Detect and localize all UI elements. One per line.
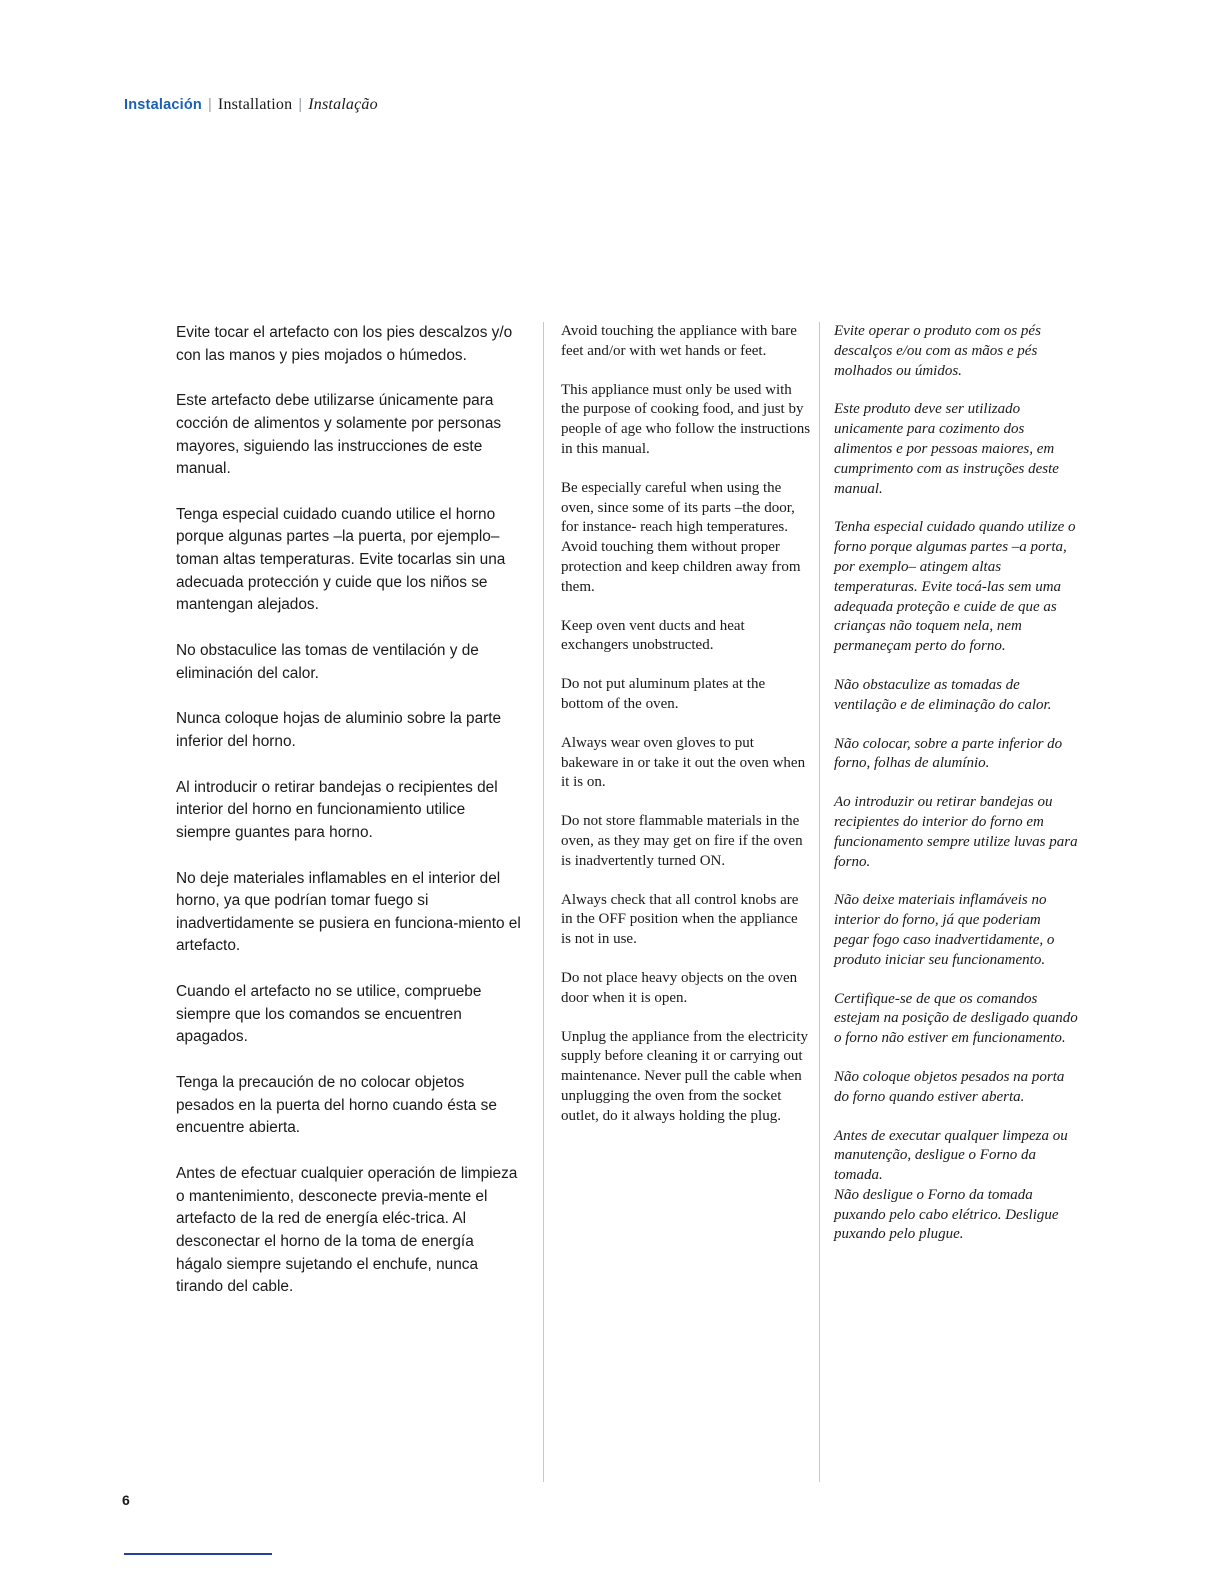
column-spanish <box>176 322 521 1322</box>
paragraph: Ao introduzir ou retirar bandejas ou recipientes do interior do forno em funcionamento sempre utilize luvas para forno. <box>834 794 1078 870</box>
paragraph: Do not put aluminum plates at the bottom of the oven. <box>561 676 766 712</box>
paragraph: Este produto deve ser utilizado unicamente para cozimento dos alimentos e por pessoas maiores, em cumprimento com as instruções deste manual. <box>834 401 1059 497</box>
paragraph: Evite operar o produto com os pés descalços e/ou com as mãos e pés molhados ou úmidos. <box>834 323 1041 379</box>
column-divider-1 <box>543 322 544 1482</box>
paragraph: Cuando el artefacto no se utilice, compruebe siempre que los comandos se encuentren apagados. <box>176 983 482 1046</box>
column-portuguese <box>834 322 1079 1264</box>
paragraph: Keep oven vent ducts and heat exchangers unobstructed. <box>561 617 745 654</box>
paragraph: Antes de efectuar cualquier operación de limpieza o mantenimiento, desconecte previa-mente el artefacto de la red de energía eléc-trica. Al desconectar el horno de la toma de energía hágalo siempre sujetando el enchufe, nunca tirando del cable. <box>176 1164 518 1296</box>
content-columns <box>176 322 1076 1482</box>
paragraph: Do not place heavy objects on the oven door when it is open. <box>561 969 798 1006</box>
paragraph: Always check that all control knobs are in the OFF position when the appliance is not in use. <box>561 891 799 948</box>
paragraph: Tenha especial cuidado quando utilize o forno porque algumas partes –a porta, por exemplo– atingem altas temperaturas. Evite tocá-las sem uma adequada proteção e cuide de que as crianças não toquem nela, nem permaneçam perto do forno. <box>834 519 1076 655</box>
paragraph: Não obstaculize as tomadas de ventilação e de eliminação do calor. <box>834 676 1052 713</box>
paragraph: Avoid touching the appliance with bare feet and/or with wet hands or feet. <box>561 323 797 359</box>
paragraph: Não deixe materiais inflamáveis no interior do forno, já que poderiam pegar fogo caso inadvertidamente, o produto iniciar seu funcionamento. <box>834 892 1055 968</box>
paragraph: Be especially careful when using the oven, since some of its parts –the door, for instance- reach high temperatures. Avoid touching them without proper protection and keep children away from them. <box>561 479 801 595</box>
paragraph: Nunca coloque hojas de aluminio sobre la parte inferior del horno. <box>176 710 502 750</box>
paragraph: Não coloque objetos pesados na porta do forno quando estiver aberta. <box>834 1068 1065 1105</box>
column-divider-2 <box>819 322 820 1482</box>
paragraph: Always wear oven gloves to put bakeware in or take it out the oven when it is on. <box>561 734 806 791</box>
paragraph: This appliance must only be used with the purpose of cooking food, and just by people of age who follow the instructions in this manual. <box>561 381 811 457</box>
paragraph: Do not store flammable materials in the oven, as they may get on fire if the oven is inadvertently turned ON. <box>561 813 803 869</box>
paragraph: No obstaculice las tomas de ventilación y de eliminación del calor. <box>176 642 479 682</box>
header-lang-english: Installation <box>217 96 293 113</box>
header-separator-2: | <box>298 97 303 113</box>
header-lang-spanish: Instalación <box>124 97 202 113</box>
header-separator-1: | <box>207 97 212 113</box>
paragraph: Tenga especial cuidado cuando utilice el horno porque algunas partes –la puerta, por ejemplo– toman altas temperaturas. Evite tocarlas sin una adecuada protección y cuide que los niños se mantengan alejados. <box>176 505 506 614</box>
paragraph: Al introducir o retirar bandejas o recipientes del interior del horno en funcionamiento utilice siempre guantes para horno. <box>176 778 498 841</box>
language-header <box>124 96 378 114</box>
page-number: 6 <box>122 1492 130 1508</box>
paragraph: No deje materiales inflamables en el interior del horno, ya que podrían tomar fuego si inadvertidamente se pusiera en funciona-miento el artefacto. <box>176 869 521 955</box>
paragraph: Tenga la precaución de no colocar objetos pesados en la puerta del horno cuando ésta se encuentre abierta. <box>176 1074 497 1137</box>
paragraph: Certifique-se de que os comandos estejam na posição de desligado quando o forno não estiver em funcionamento. <box>834 990 1078 1047</box>
paragraph: Não desligue o Forno da tomada puxando pelo cabo elétrico. Desligue puxando pelo plugue. <box>834 1186 1059 1243</box>
footer-rule <box>124 1553 272 1555</box>
paragraph: Unplug the appliance from the electricity supply before cleaning it or carrying out maintenance. Never pull the cable when unplugging the oven from the socket outlet, do it always holding the plug. <box>561 1028 808 1124</box>
header-lang-portuguese: Instalação <box>308 96 378 113</box>
column-english <box>561 322 811 1146</box>
paragraph: Este artefacto debe utilizarse únicamente para cocción de alimentos y solamente por personas mayores, siguiendo las instrucciones de este manual. <box>176 392 502 478</box>
paragraph: Não colocar, sobre a parte inferior do forno, folhas de alumínio. <box>834 735 1063 772</box>
paragraph: Evite tocar el artefacto con los pies descalzos y/o con las manos y pies mojados o húmedos. <box>176 324 513 364</box>
paragraph: Antes de executar qualquer limpeza ou manutenção, desligue o Forno da tomada. <box>834 1127 1068 1184</box>
